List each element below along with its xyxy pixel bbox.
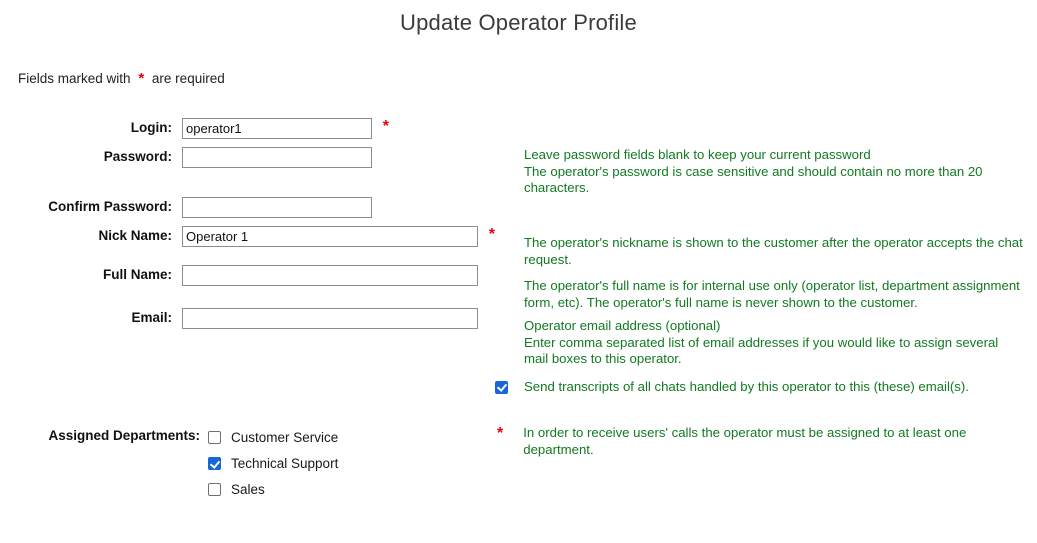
email-input[interactable] [182, 308, 478, 329]
row-confirm-password [0, 196, 1037, 218]
department-label-technical-support: Technical Support [231, 456, 339, 471]
department-checkbox-technical-support[interactable] [208, 457, 221, 470]
confirm-password-label: Confirm Password: [48, 199, 172, 214]
password-field-wrap [182, 146, 372, 168]
full-name-hint: The operator's full name is for internal use only (operator list, department assignment form, etc). The operator's full name is never shown to the customer. [524, 278, 1020, 310]
department-label-sales: Sales [231, 482, 265, 497]
nick-name-hint: The operator's nickname is shown to the customer after the operator accepts the chat request. [524, 235, 1023, 267]
send-transcripts-row [0, 379, 969, 395]
nick-name-required-asterisk-icon: * [488, 226, 495, 243]
login-label: Login: [130, 120, 172, 135]
password-input[interactable] [182, 147, 372, 168]
send-transcripts-checkbox-wrap [0, 379, 508, 394]
list-item[interactable] [208, 477, 338, 502]
required-note-prefix: Fields marked with [18, 71, 131, 86]
send-transcripts-label: Send transcripts of all chats handled by this operator to this (these) email(s). [524, 379, 969, 394]
login-input[interactable] [182, 118, 372, 139]
full-name-label: Full Name: [102, 267, 172, 282]
required-note-suffix: are required [151, 71, 225, 86]
login-required-asterisk-icon: * [382, 118, 389, 135]
password-hint-line-2: The operator's password is case sensitive and should contain no more than 20 characters. [524, 163, 983, 195]
row-login [0, 117, 1037, 139]
confirm-password-input[interactable] [182, 197, 372, 218]
page-title: Update Operator Profile [400, 10, 637, 35]
password-hint [524, 147, 1024, 197]
departments-required-asterisk-icon: * [497, 425, 504, 442]
list-item[interactable] [208, 451, 338, 476]
department-checkbox-sales[interactable] [208, 483, 221, 496]
operator-profile-form [0, 117, 1037, 497]
assigned-departments-label: Assigned Departments: [48, 428, 200, 443]
email-hint-line-1: Operator email address (optional) [524, 318, 721, 333]
department-label-customer-service: Customer Service [231, 430, 339, 445]
required-fields-note [18, 70, 1037, 87]
department-checkbox-customer-service[interactable] [208, 431, 221, 444]
nick-name-field-wrap [182, 225, 495, 247]
departments-hint-text: In order to receive users' calls the operator must be assigned to at least one department. [523, 425, 967, 457]
send-transcripts-checkbox[interactable] [495, 381, 508, 394]
required-asterisk-icon: * [138, 70, 145, 87]
nick-name-input[interactable] [182, 226, 478, 247]
departments-hint [497, 425, 993, 458]
confirm-password-field-wrap [182, 196, 372, 218]
email-label: Email: [131, 310, 172, 325]
email-hint [524, 318, 1024, 368]
password-label: Password: [103, 149, 172, 164]
email-hint-line-2: Enter comma separated list of email addresses if you would like to assign several mail boxes to this operator. [524, 334, 999, 366]
nick-name-label: Nick Name: [98, 228, 172, 243]
password-hint-line-1: Leave password fields blank to keep your current password [524, 147, 871, 162]
full-name-field-wrap [182, 264, 478, 286]
list-item[interactable] [208, 425, 338, 450]
email-field-wrap [182, 307, 478, 329]
departments-list [208, 425, 338, 503]
login-field-wrap [182, 117, 389, 139]
full-name-input[interactable] [182, 265, 478, 286]
